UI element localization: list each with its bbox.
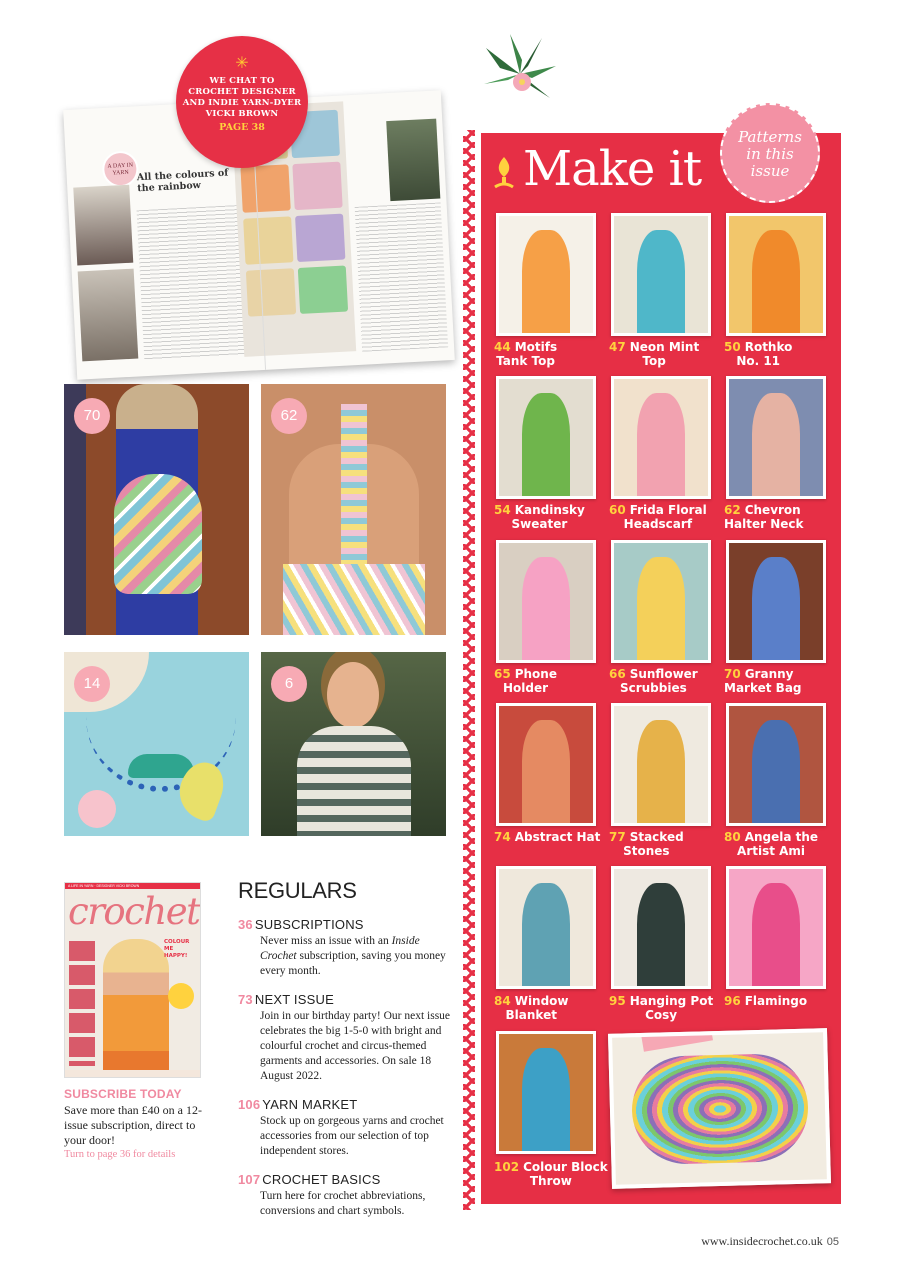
pattern-name-line-2: Tank Top (496, 354, 555, 368)
pattern-name: Hanging Pot (629, 994, 714, 1008)
pattern-tile[interactable] (611, 703, 711, 826)
pattern-photo (729, 706, 823, 823)
regular-description: Join in our birthday party! Our next issue celebrates the big 1-5-0 with bright and colourful crochet and circus-themed garments and accessories. On sale 18 August 2022. (260, 1010, 451, 1082)
rolled-blanket (631, 1053, 810, 1166)
pattern-name: Phone (514, 667, 557, 681)
pattern-photo (614, 543, 708, 660)
pattern-photo (614, 379, 708, 496)
make-it-title: Make it (523, 141, 702, 197)
regular-description: Stock up on gorgeous yarns and crochet accessories from our selection of top independent stores. (260, 1115, 444, 1157)
pattern-photo (729, 379, 823, 496)
subscribe-body: Save more than £40 on a 12-issue subscription, direct to your door! (64, 1103, 202, 1147)
pattern-caption[interactable] (724, 503, 804, 531)
pattern-name-line-2: Scrubbies (619, 681, 687, 695)
sparkle-icon: ✳ (235, 55, 249, 72)
regular-title: NEXT ISSUE (254, 992, 334, 1007)
pattern-name-line-2: Stones (623, 844, 670, 858)
pattern-name-line-2: Throw (529, 1174, 572, 1188)
regular-item[interactable] (238, 1172, 453, 1219)
pattern-name: Window (514, 994, 569, 1008)
pattern-name: Frida Floral (629, 503, 707, 517)
pattern-name: Angela the (744, 830, 819, 844)
designer-photo (73, 185, 133, 266)
pattern-name: Sunflower (629, 667, 698, 681)
pattern-photo (499, 379, 593, 496)
pattern-photo (499, 543, 593, 660)
pattern-page-number: 70 (724, 667, 741, 681)
regulars-heading: REGULARS (238, 878, 357, 903)
regular-item[interactable] (238, 992, 453, 1084)
pattern-caption[interactable] (609, 830, 684, 858)
pattern-name-line-2: Artist Ami (737, 844, 806, 858)
pattern-name: Motifs (514, 340, 558, 354)
granny-bag (114, 474, 202, 594)
pattern-tile[interactable] (496, 1031, 596, 1154)
pattern-name: Rothko (744, 340, 793, 354)
cover-side-images (69, 941, 95, 1066)
regulars-section (238, 878, 453, 1219)
pattern-caption[interactable] (494, 830, 600, 844)
halter-neck-photo[interactable] (261, 384, 446, 635)
model-head (327, 662, 379, 728)
pattern-caption[interactable] (494, 667, 557, 695)
striped-top-photo[interactable] (261, 652, 446, 836)
striped-top (297, 726, 411, 836)
crochet-logo: crochet (68, 890, 200, 933)
sweater-photo (386, 119, 440, 202)
pattern-page-number: 80 (724, 830, 741, 844)
regular-page-number: 36 (238, 917, 253, 932)
badge-line: Patterns (738, 128, 802, 146)
pattern-name-line-2: Headscarf (623, 517, 693, 531)
cover-bottom-strip (65, 1070, 200, 1077)
granny-bag-photo[interactable] (64, 384, 249, 635)
pattern-caption[interactable] (724, 667, 802, 695)
pattern-item (637, 393, 686, 496)
pattern-item (522, 883, 571, 986)
zigzag-divider (463, 130, 475, 1210)
pattern-name-line-2: Market Bag (724, 681, 802, 695)
pattern-name-line-2: Blanket (505, 1008, 557, 1022)
cover-birthday-badge (168, 983, 194, 1009)
halter-top (283, 564, 425, 635)
pattern-name: Colour Block (523, 1160, 608, 1174)
pattern-tile[interactable] (496, 866, 596, 989)
halter-strap (341, 404, 367, 574)
regular-description: Turn here for crochet abbreviations, conversions and chart symbols. (260, 1190, 426, 1217)
pattern-tile[interactable] (496, 703, 596, 826)
pattern-caption[interactable] (494, 503, 585, 531)
feature-article-title: All the colours of the rainbow (136, 167, 229, 195)
pattern-photo (614, 869, 708, 986)
pattern-caption[interactable] (609, 994, 713, 1022)
pattern-tile[interactable] (726, 540, 826, 663)
pattern-tile[interactable] (496, 376, 596, 499)
badge-line-2: CROCHET DESIGNER (188, 87, 296, 97)
badge-line: issue (750, 162, 790, 180)
regular-title: SUBSCRIPTIONS (254, 917, 364, 932)
pattern-caption[interactable] (609, 503, 707, 531)
pattern-page-number: 84 (494, 994, 511, 1008)
pattern-tile[interactable] (726, 376, 826, 499)
pattern-name: Neon Mint (629, 340, 700, 354)
pattern-caption[interactable] (494, 994, 569, 1022)
pattern-photo (499, 1034, 593, 1151)
pattern-name-line-2: Top (642, 354, 666, 368)
regular-page-number: 73 (238, 992, 253, 1007)
pattern-caption[interactable] (494, 1160, 608, 1188)
pattern-page-number: 102 (494, 1160, 520, 1174)
pattern-name-line-2: Sweater (511, 517, 568, 531)
pattern-photo (499, 706, 593, 823)
pattern-page-number: 65 (494, 667, 511, 681)
dinosaur-garland-photo[interactable] (64, 652, 249, 836)
pattern-name: Stacked (629, 830, 684, 844)
pattern-photo (499, 869, 593, 986)
pattern-name-line-2: Cosy (645, 1008, 678, 1022)
page-number-badge: 70 (74, 398, 110, 434)
pattern-photo (729, 869, 823, 986)
regular-item[interactable] (238, 1097, 453, 1159)
regular-description: Never miss an issue with an Inside Crochet subscription, saving you money every month. (260, 935, 446, 977)
pattern-name-line-2: Halter Neck (724, 517, 804, 531)
pattern-tile[interactable] (726, 866, 826, 989)
badge-line-3: AND INDIE YARN-DYER (182, 98, 302, 108)
pattern-item (522, 230, 571, 333)
pattern-item (752, 557, 801, 660)
pattern-tile[interactable] (611, 213, 711, 336)
pattern-item (752, 230, 801, 333)
badge-line-4: VICKI BROWN (205, 109, 279, 119)
pattern-page-number: 44 (494, 340, 511, 354)
pattern-tile[interactable] (496, 213, 596, 336)
pattern-caption[interactable] (609, 340, 699, 368)
badge-line: in this (746, 145, 794, 163)
page-number-badge: 14 (74, 666, 110, 702)
pattern-tile[interactable] (726, 703, 826, 826)
pattern-page-number: 77 (609, 830, 626, 844)
pattern-caption[interactable] (724, 830, 818, 858)
pattern-item (752, 883, 801, 986)
subscribe-box (64, 1087, 214, 1160)
pattern-name-line-2: Holder (502, 681, 548, 695)
pattern-item (752, 393, 801, 496)
cover-strapline: A LIFE IN YARN · DESIGNER VICKI BROWN (65, 883, 200, 889)
patterns-badge (720, 103, 820, 203)
pattern-item (637, 883, 686, 986)
pattern-caption[interactable] (494, 340, 557, 368)
subscribe-heading: SUBSCRIBE TODAY (64, 1087, 182, 1101)
pattern-page-number: 50 (724, 340, 741, 354)
pattern-caption[interactable] (609, 667, 698, 695)
pattern-page-number: 74 (494, 830, 511, 844)
pattern-tile[interactable] (496, 540, 596, 663)
pattern-name: Kandinsky (514, 503, 585, 517)
pattern-page-number: 60 (609, 503, 626, 517)
page-number-badge: 6 (271, 666, 307, 702)
pattern-photo (499, 216, 593, 333)
pattern-caption[interactable] (724, 994, 807, 1008)
badge-page: PAGE 38 (219, 122, 265, 133)
pattern-item (637, 230, 686, 333)
gift-tag (78, 790, 116, 828)
tropical-leaves-decoration (480, 26, 560, 116)
page-number-badge: 62 (271, 398, 307, 434)
pattern-page-number: 62 (724, 503, 741, 517)
regular-page-number: 106 (238, 1097, 261, 1112)
pattern-tile[interactable] (611, 866, 711, 989)
colour-block-throw-photo[interactable] (608, 1028, 831, 1189)
pattern-name: Granny (744, 667, 794, 681)
regular-title: CROCHET BASICS (262, 1172, 381, 1187)
pattern-item (637, 720, 686, 823)
pattern-item (637, 557, 686, 660)
pattern-item (522, 1048, 571, 1151)
regular-title: YARN MARKET (262, 1097, 358, 1112)
pattern-tile[interactable] (611, 376, 711, 499)
feature-stamp: A DAY IN YARN (101, 150, 139, 188)
pin-icon (493, 155, 515, 193)
pattern-page-number: 66 (609, 667, 626, 681)
subscribe-link[interactable]: Turn to page 36 for details (64, 1149, 176, 1160)
pattern-name: Abstract Hat (514, 830, 601, 844)
cover-model (103, 939, 169, 1078)
magazine-cover[interactable] (64, 882, 201, 1078)
pattern-page-number: 95 (609, 994, 626, 1008)
pattern-page-number: 96 (724, 994, 741, 1008)
pattern-name: Chevron (744, 503, 801, 517)
website-url[interactable]: www.insidecrochet.co.uk (701, 1234, 823, 1248)
pattern-item (522, 393, 571, 496)
dye-pot-photo (78, 269, 139, 362)
pattern-tile[interactable] (611, 540, 711, 663)
pattern-item (752, 720, 801, 823)
pattern-caption[interactable] (724, 340, 792, 368)
regular-item[interactable] (238, 917, 453, 979)
cover-callout: COLOUR ME HAPPY! (164, 939, 190, 959)
interview-badge[interactable] (176, 36, 308, 168)
regular-page-number: 107 (238, 1172, 261, 1187)
pattern-page-number: 47 (609, 340, 626, 354)
page-footer (701, 1234, 839, 1249)
pattern-tile[interactable] (726, 213, 826, 336)
pattern-name-line-2: No. 11 (736, 354, 781, 368)
pattern-photo (729, 216, 823, 333)
page-number: 05 (826, 1236, 839, 1248)
pattern-page-number: 54 (494, 503, 511, 517)
pattern-item (522, 557, 571, 660)
pattern-name: Flamingo (744, 994, 808, 1008)
badge-line-1: WE CHAT TO (209, 76, 275, 86)
pattern-photo (729, 543, 823, 660)
pattern-item (522, 720, 571, 823)
pattern-photo (614, 706, 708, 823)
feature-body-text-2 (355, 202, 448, 351)
pattern-photo (614, 216, 708, 333)
